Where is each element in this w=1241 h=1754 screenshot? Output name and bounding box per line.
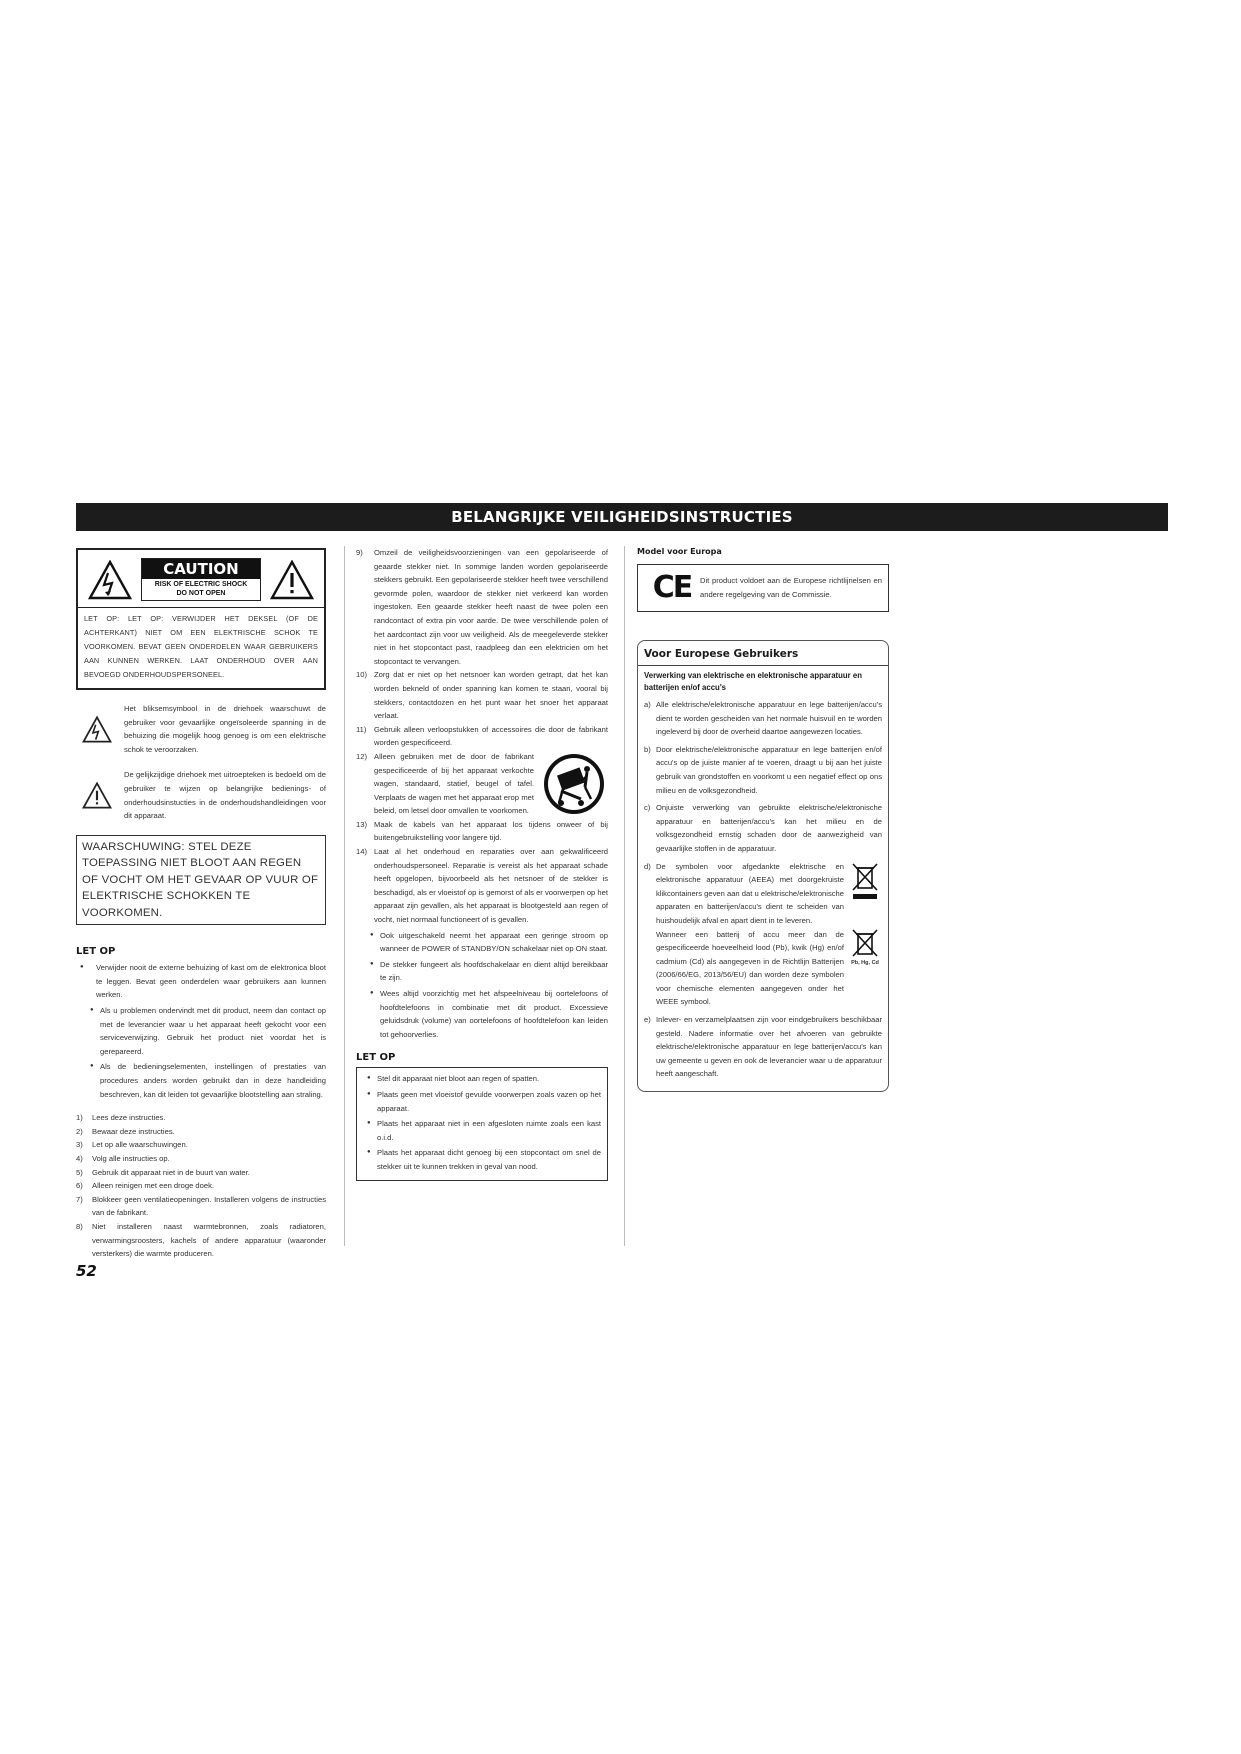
list-item: a) Alle elektrische/elektronische apparatuur en lege batterijen/accu's dient te worden gescheiden van het normale huisvuil en te worden ingeleverd bij door de overheid daartoe aangewezen locaties. (644, 700, 882, 737)
list-item: 6) Alleen reinigen met een droge doek. (76, 1181, 215, 1191)
section-heading: LET OP (356, 1052, 396, 1064)
list-item: ● Als u problemen ondervindt met dit product, neem dan contact op met de leverancier waar u het apparaat heeft gekocht voor een serviceverwijzing. Gebruik het product niet voordat het is gerepareerd. (76, 1004, 326, 1058)
eu-list (644, 698, 882, 1081)
ce-box (637, 564, 889, 612)
symbol-text: Het bliksemsymbool in de driehoek waarschuwt de gebruiker voor gevaarlijke ongeïsoleerde spanning in de behuizing die mogelijk hoog genoeg is om een elektrische schok te veroorzaken. (124, 704, 326, 754)
symbol-text: De gelijkzijdige driehoek met uitroepteken is bedoeld om de gebruiker te wijzen op belangrijke bedienings- of onderhoudsinstucties in de onderhoudshandleidingen voor dit apparaat. (124, 770, 326, 821)
list-item: 13) Maak de kabels van het apparaat los tijdens onweer of bij buitengebruikstelling voor langere tijd. (356, 819, 608, 843)
exclamation-triangle-icon (82, 782, 112, 809)
list-item: 11) Gebruik alleen verloopstukken of accessoires die door de fabrikant worden gespecificeerd. (356, 724, 608, 748)
list-item: 14) Laat al het onderhoud en reparaties over aan gekwalificeerd onderhoudspersoneel. Reparatie is vereist als het apparaat schade heeft opgelopen, bijvoorbeeld als het netsnoer of de stekker is beschadigd, als er vloeistof op is gemorst of als er voorwerpen op het apparaat zijn gevallen, als het apparaat is blootgesteld aan regen of vocht, niet normaal functioneert of is gevallen. (356, 847, 608, 925)
eu-users-subtitle: Verwerking van elektrische en elektronische apparatuur en batterijen en/of accu's (644, 671, 862, 692)
symbol-explanation (76, 702, 326, 756)
lightning-triangle-icon (82, 716, 112, 743)
list-item: 8) Niet installeren naast warmtebronnen, zoals radiatoren, verwarmingsroosters, kachels of andere apparatuur (waaronder versterkers) die warmte produceren. (76, 1221, 326, 1259)
caution-word: CAUTION (142, 559, 260, 579)
section-heading: Model voor Europa (637, 547, 722, 556)
list-item: ● Plaats geen met vloeistof gevulde voorwerpen zoals vazen op het apparaat. (363, 1088, 601, 1115)
lightning-triangle-icon (88, 560, 132, 600)
caution-label (141, 558, 261, 601)
list-item: d) De symbolen voor afgedankte elektrische en elektronische apparatuur (AEEA) met doorgekruiste klikcontainers geven aan dat u elektrische/elektronische apparaten en batterijen/accu's dient te scheiden van huishoudelijk afval en apart dient in te leveren. Wanneer een batterij of accu meer dan de gespecificeerde hoeveelheid lood (Pb), kwik (Hg) en/of cadmium (Cd) als aangegeven in de Richtlijn Batterijen (2006/66/EG, 2013/56/EU) dan worden deze symbolen voor chemische elementen aangegeven onder het WEEE symbool. Pb, Hg, Cd (644, 861, 879, 1007)
column-left (76, 548, 326, 1261)
list-item: 7) Blokkeer geen ventilatieopeningen. Installeren volgens de instructies van de fabrikant. (76, 1194, 326, 1218)
eu-users-box (637, 640, 889, 1092)
list-item: e) Inlever- en verzamelplaatsen zijn voor eindgebruikers beschikbaar gesteld. Nadere informatie over het afvoeren van gebruikte elektrische/elektronische apparatuur en lege batterijen/accu's kan uw gemeente u geven en ook de leverancier waar u de apparatuur heeft aangeschaft. (644, 1015, 882, 1079)
page-title: BELANGRIJKE VEILIGHEIDSINSTRUCTIES (76, 503, 1168, 531)
page-number: 52 (76, 1262, 97, 1280)
list-item: 10) Zorg dat er niet op het netsnoer kan worden getrapt, dat het kan worden bekneld of onder spanning kan komen te staan, vooral bij stekkers, contactdozen en het punt waar het snoer het apparaat verlaat. (356, 670, 608, 721)
list-item: b) Door elektrische/elektronische apparatuur en lege batterijen en/of accu's op de juiste manier af te voeren, draagt u bij aan het juiste gebruik van grondstoffen en voorkomt u een negatief effect op ons milieu en de volksgezondheid. (644, 744, 882, 795)
numbered-list (76, 1111, 326, 1261)
ce-mark-icon: CE (652, 570, 692, 605)
list-item: ● Ook uitgeschakeld neemt het apparaat een geringe stroom op wanneer de POWER of STANDBY/ON schakelaar niet op ON staat. (356, 929, 608, 956)
column-divider (624, 546, 625, 1246)
column-middle (356, 546, 608, 1181)
list-item: ● Wees altijd voorzichtig met het afspeelniveau bij oortelefoons of hoofdtelefoons in combinatie met dit product. Excessieve geluidsdruk (volume) van oortelefoons of hoofdtelefoon kan leiden tot gehoorverlies. (356, 987, 608, 1041)
section-heading: LET OP (76, 946, 116, 958)
list-item: ● De stekker fungeert als hoofdschakelaar en dient altijd bereikbaar te zijn. (356, 958, 608, 985)
weee-bin-icon (850, 928, 880, 960)
caution-sub-1: RISK OF ELECTRIC SHOCK (154, 581, 248, 588)
list-item: c) Onjuiste verwerking van gebruikte elektrische/elektronische apparatuur en batterijen/accu's kan het milieu en de volksgezondheid ernstig schaden door de aanwezigheid van gevaarlijke stoffen in de apparatuur. (644, 803, 882, 853)
list-item: ● Plaats het apparaat niet in een afgesloten ruimte zoals een kast o.i.d. (363, 1117, 601, 1144)
symbol-explanation (76, 768, 326, 822)
column-right (637, 546, 889, 1092)
weee-bin-icon (850, 860, 880, 900)
let-op-box (356, 1067, 608, 1180)
list-item: ● Verwijder nooit de externe behuizing of kast om de elektronica bloot te leggen. Bevat geen onderdelen waar gebruikers aan kunnen werken. (76, 961, 326, 1002)
cart-warning-icon (541, 751, 607, 817)
list-item: 4) Volg alle instructies op. (76, 1153, 170, 1163)
list-item: 3) Let op alle waarschuwingen. (76, 1140, 188, 1150)
warning-box: WAARSCHUWING: STEL DEZE TOEPASSING NIET BLOOT AAN REGEN OF VOCHT OM HET GEVAAR OP VUUR OF ELEKTRISCHE SCHOKKEN TE VOORKOMEN. (76, 835, 326, 926)
list-item: ● Stel dit apparaat niet bloot aan regen of spatten. (363, 1072, 601, 1086)
list-item: 12) Alleen gebruiken met de door de fabrikant gespecificeerde of bij het apparaat verkochte wagen, standaard, statief, beugel of tafel. Verplaats de wagen met het apparaat erop met beleid, om letsel door omvallen te voorkomen. (356, 750, 608, 818)
chem-label: Pb, Hg, Cd (851, 959, 879, 966)
caution-box (76, 548, 326, 690)
caution-text: LET OP: LET OP: VERWIJDER HET DEKSEL (OF DE ACHTERKANT) NIET OM EEN ELEKTRISCHE SCHOK TE VOORKOMEN. BEVAT GEEN ONDERDELEN WAAR GEBRUIKERS AAN KUNNEN WERKEN. LAAT ONDERHOUD OVER AAN BEVOEGD ONDERHOUDSPERSONEEL. (84, 614, 318, 679)
list-item: 9) Omzeil de veiligheidsvoorzieningen van een gepolariseerde of geaarde stekker niet. In sommige landen worden gepolariseerde stekkers gebruikt. Een gepolariseerde stekker heeft twee verschillend gevormde polen, waardoor de stekker niet verkeerd kan worden ingestoken. Een geaarde stekker heeft naast de twee polen een randcontact of extra pin voor aarde. De twee verschillende polen of het aardcontact zijn voor uw veiligheid. Als de meegeleverde stekker niet in het stopcontact past, raadpleeg dan een elektricien om het stopcontact te vervangen. (356, 548, 608, 666)
list-item: 2) Bewaar deze instructies. (76, 1126, 175, 1136)
numbered-list (356, 546, 608, 927)
column-divider (344, 546, 345, 1246)
exclamation-triangle-icon (270, 560, 314, 600)
list-item: 1) Lees deze instructies. (76, 1113, 166, 1123)
caution-sub-2: DO NOT OPEN (176, 590, 226, 597)
list-item: ● Als de bedieningselementen, instellingen of prestaties van procedures anders worden gebruikt dan in deze handleiding beschreven, kan dit leiden tot gevaarlijke blootstelling aan straling. (76, 1060, 326, 1101)
list-item: 5) Gebruik dit apparaat niet in de buurt van water. (76, 1167, 250, 1177)
ce-text: Dit product voldoet aan de Europese richtlijnelsen en andere regelgeving van de Commissie. (700, 576, 882, 599)
list-item: ● Plaats het apparaat dicht genoeg bij een stopcontact om snel de stekker uit te kunnen trekken in geval van nood. (363, 1146, 601, 1173)
eu-users-title: Voor Europese Gebruikers (638, 645, 888, 666)
